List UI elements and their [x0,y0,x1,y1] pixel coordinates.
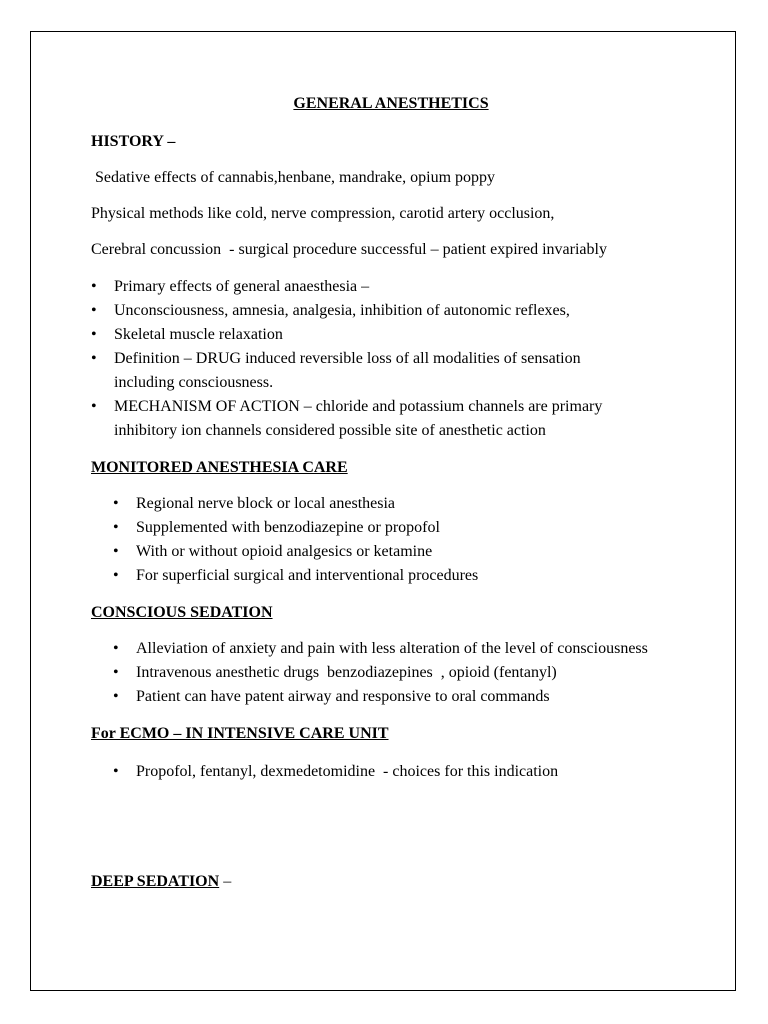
list-item: • Primary effects of general anaesthesia – [91,275,691,299]
list-item: • Propofol, fentanyl, dexmedetomidine - choices for this indication [91,760,691,784]
monitored-heading-text: MONITORED ANESTHESIA CARE [91,459,348,476]
list-item: • For superficial surgical and interventional procedures [91,564,691,588]
history-line-2: Physical methods like cold, nerve compression, carotid artery occlusion, [91,205,555,222]
list-item: • Intravenous anesthetic drugs benzodiazepines , opioid (fentanyl) [91,661,691,685]
list-item: • Supplemented with benzodiazepine or propofol [91,516,691,540]
list-item: • Alleviation of anxiety and pain with less alteration of the level of consciousness [91,637,656,661]
monitored-heading [91,456,691,480]
document-content [91,92,691,894]
list-item: • MECHANISM OF ACTION – chloride and potassium channels are primary inhibitory ion channels considered possible site of anesthetic action [91,395,659,443]
monitored-bullet-list [91,492,691,588]
history-line-1: Sedative effects of cannabis,henbane, mandrake, opium poppy [91,169,496,186]
ecmo-heading-text: For ECMO – IN INTENSIVE CARE UNIT [91,725,389,742]
list-item: • Patient can have patent airway and responsive to oral commands [91,685,691,709]
conscious-bullet-list [91,637,691,709]
deep-heading [91,870,691,894]
conscious-heading-text: CONSCIOUS SEDATION [91,604,273,621]
history-bullet-list [91,275,691,443]
history-line-3: Cerebral concussion - surgical procedure successful – patient expired invariably [91,241,607,258]
list-item: • With or without opioid analgesics or ketamine [91,540,691,564]
ecmo-bullet-list [91,760,691,784]
list-item: • Skeletal muscle relaxation [91,323,691,347]
document-title: GENERAL ANESTHETICS [293,95,489,112]
history-heading: HISTORY – [91,133,176,150]
deep-heading-text: DEEP SEDATION [91,873,220,890]
ecmo-heading [91,722,691,746]
list-item: • Definition – DRUG induced reversible loss of all modalities of sensation including consciousness. [91,347,634,395]
list-item: • Unconsciousness, amnesia, analgesia, inhibition of autonomic reflexes, [91,299,691,323]
deep-heading-suffix: – [219,873,232,890]
list-item: • Regional nerve block or local anesthesia [91,492,691,516]
conscious-heading [91,601,691,625]
